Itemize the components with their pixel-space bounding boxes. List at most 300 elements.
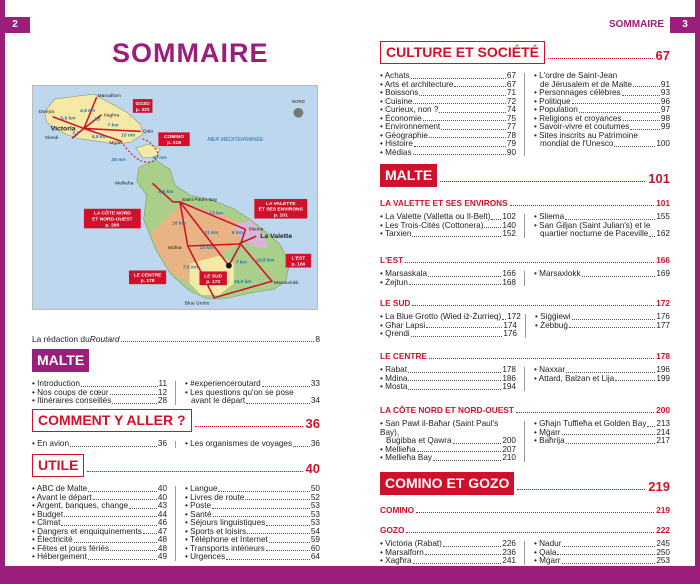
dot-leader bbox=[405, 262, 654, 263]
entry-label: • Naxxar bbox=[534, 365, 566, 374]
dot-leader bbox=[419, 95, 506, 96]
entry-page: 213 bbox=[656, 419, 670, 428]
dot-leader bbox=[247, 533, 310, 534]
dot-leader bbox=[408, 389, 501, 390]
entry-row bbox=[185, 397, 320, 406]
entry-page: 186 bbox=[502, 373, 516, 383]
dot-leader bbox=[439, 112, 505, 113]
toc-entry[interactable] bbox=[185, 440, 320, 449]
entry-columns bbox=[380, 270, 670, 287]
distance-label: 7,5 km bbox=[182, 265, 199, 271]
left-page-edge bbox=[0, 0, 5, 584]
toc-entry[interactable] bbox=[380, 420, 516, 446]
entry-label: • Hébergement bbox=[32, 552, 87, 561]
entry-label: • Transports intérieurs bbox=[184, 543, 265, 553]
entry-label: • Tarxien bbox=[380, 229, 412, 238]
entry-column-right bbox=[185, 440, 320, 449]
entry-label: • Dangers et enquiquinements bbox=[32, 526, 142, 536]
entry-column-left bbox=[380, 540, 516, 566]
dot-leader bbox=[64, 516, 157, 517]
entry-row bbox=[534, 557, 670, 566]
entry-label: • Marsaxlokk bbox=[534, 269, 581, 278]
entry-label: • Mellieħa Bay bbox=[380, 453, 433, 462]
dot-leader bbox=[87, 471, 302, 472]
dot-leader bbox=[425, 554, 502, 555]
subsection-page: 101 bbox=[656, 198, 670, 208]
subsection-header[interactable] bbox=[380, 198, 670, 208]
dot-leader bbox=[566, 443, 656, 444]
distance-label: 4,5 km bbox=[80, 108, 96, 114]
section-header[interactable] bbox=[32, 349, 320, 372]
dot-leader bbox=[74, 542, 157, 543]
entry-label: • Budget bbox=[32, 509, 64, 519]
entry-label: • Baħrija bbox=[534, 436, 565, 445]
entry-page: 162 bbox=[656, 229, 670, 238]
entry-page: 72 bbox=[506, 96, 516, 106]
entry-page: 44 bbox=[157, 509, 167, 519]
section-header[interactable] bbox=[380, 164, 670, 187]
distance-label: 7 km bbox=[235, 260, 247, 266]
entry-page: 46 bbox=[157, 518, 167, 527]
distance-label: 16 km bbox=[172, 221, 186, 227]
entry-label: • Urgences bbox=[184, 552, 226, 561]
entry-page: 49 bbox=[157, 552, 167, 561]
entry-label: • Żebbuġ bbox=[534, 320, 568, 330]
dot-leader bbox=[649, 236, 655, 237]
town-label: Mġarr bbox=[109, 141, 123, 147]
town-label: Mdina bbox=[168, 245, 182, 251]
subsection-header[interactable] bbox=[380, 405, 670, 415]
region-page: p. 172 bbox=[206, 280, 221, 286]
dot-leader bbox=[226, 559, 310, 560]
entry-label: • Mellieħa bbox=[380, 444, 416, 454]
distance-label: 2,5 bbox=[93, 117, 101, 123]
entry-page: 93 bbox=[660, 88, 670, 97]
entry-row bbox=[380, 557, 516, 566]
intro-entry[interactable] bbox=[32, 334, 320, 344]
dot-leader bbox=[245, 499, 310, 500]
dot-leader bbox=[88, 491, 157, 492]
subsection-header[interactable] bbox=[380, 351, 670, 361]
toc-entry[interactable] bbox=[32, 440, 167, 449]
entry-label: • Les organismes de voyages bbox=[184, 439, 293, 448]
column-divider bbox=[524, 271, 525, 286]
entry-label: quartier nocturne de Paceville bbox=[540, 229, 649, 238]
entry-page: 36 bbox=[157, 439, 167, 448]
entry-column-right bbox=[534, 270, 670, 287]
dot-leader bbox=[412, 305, 654, 306]
entry-page: 43 bbox=[157, 501, 167, 510]
entry-row bbox=[185, 440, 320, 449]
entry-page: 53 bbox=[310, 501, 320, 510]
intro-page: 8 bbox=[315, 334, 320, 344]
dot-leader bbox=[423, 120, 506, 121]
dot-leader bbox=[143, 533, 157, 534]
entry-page: 78 bbox=[506, 130, 516, 140]
entry-page: 169 bbox=[656, 269, 670, 278]
dot-leader bbox=[562, 563, 656, 564]
town-label: Sliema bbox=[248, 227, 264, 233]
toc-entry[interactable] bbox=[185, 389, 320, 406]
section-page: 67 bbox=[655, 48, 670, 63]
toc-entry[interactable] bbox=[380, 230, 516, 239]
entry-page: 155 bbox=[656, 212, 670, 221]
distance-label: 21 km bbox=[204, 231, 219, 237]
section-title: MALTE bbox=[32, 349, 89, 372]
region-page: p. 101 bbox=[273, 213, 288, 219]
toc-section bbox=[380, 505, 670, 515]
entry-page: 11 bbox=[158, 379, 167, 388]
entry-label: • Xagħra bbox=[380, 556, 412, 565]
entry-label: • Médias bbox=[380, 147, 412, 157]
section-page: 219 bbox=[648, 479, 670, 494]
dot-leader bbox=[557, 554, 655, 555]
north-label: NORD bbox=[291, 98, 305, 104]
distance-label: 10,5 km bbox=[256, 258, 275, 264]
dot-leader bbox=[433, 460, 501, 461]
entry-page: 176 bbox=[656, 312, 670, 321]
running-title: SOMMAIRE bbox=[609, 19, 664, 30]
entry-label: • Nadur bbox=[534, 539, 562, 548]
entry-label: • Għar Lapsi bbox=[380, 320, 426, 330]
entry-row bbox=[535, 322, 670, 331]
toc-entry[interactable] bbox=[534, 222, 670, 239]
toc-entry[interactable] bbox=[534, 437, 670, 446]
subsection-page: 166 bbox=[656, 255, 670, 265]
entry-page: 74 bbox=[506, 105, 516, 114]
region-page: p. 166 bbox=[291, 262, 306, 268]
entry-page: 214 bbox=[656, 427, 670, 437]
entry-page: 64 bbox=[310, 552, 320, 561]
subsection-header[interactable] bbox=[380, 255, 670, 265]
toc-section bbox=[32, 409, 320, 449]
distance-label: 5,5 km bbox=[91, 135, 107, 141]
region-name: LE CENTRE bbox=[133, 273, 162, 279]
section-title: MALTE bbox=[380, 164, 437, 187]
entry-column-left bbox=[380, 420, 516, 463]
town-label: La Valette bbox=[260, 233, 293, 241]
entry-page: 97 bbox=[660, 105, 670, 114]
subsection-header[interactable] bbox=[380, 525, 670, 535]
toc-entry[interactable] bbox=[534, 270, 670, 279]
toc-section bbox=[380, 298, 670, 339]
entry-row bbox=[534, 437, 670, 446]
entry-label: • Għajn Tuffieħa et Golden Bay bbox=[534, 419, 647, 428]
subsection-page: 222 bbox=[656, 525, 670, 535]
dot-leader bbox=[443, 546, 501, 547]
entry-page: 226 bbox=[502, 539, 516, 548]
entry-columns bbox=[380, 72, 670, 157]
region-name: ET SES ENVIRONS bbox=[258, 207, 303, 213]
dot-leader bbox=[262, 386, 310, 387]
entry-page: 40 bbox=[157, 484, 167, 493]
column-divider bbox=[524, 73, 525, 156]
dot-leader bbox=[213, 516, 310, 517]
entry-label: mondial de l'Unesco bbox=[540, 139, 614, 148]
entry-column-left bbox=[380, 366, 516, 392]
entry-label: • Livres de route bbox=[184, 492, 245, 502]
dot-leader bbox=[440, 181, 645, 182]
entry-page: 236 bbox=[502, 547, 516, 557]
toc-entry[interactable] bbox=[534, 557, 670, 566]
entry-label: • Climat bbox=[32, 518, 61, 527]
airport-icon bbox=[226, 263, 232, 269]
entry-label: • Géographie bbox=[380, 130, 428, 140]
entry-columns bbox=[380, 420, 670, 463]
entry-label: • Mġarr bbox=[534, 556, 561, 565]
intro-text: La rédaction du bbox=[32, 334, 90, 344]
dot-leader bbox=[428, 276, 501, 277]
entry-page: 50 bbox=[310, 484, 320, 493]
toc-entry[interactable] bbox=[535, 322, 670, 331]
distance-label: 7 km bbox=[107, 123, 119, 129]
entry-page: 52 bbox=[310, 492, 320, 502]
section-page: 36 bbox=[305, 416, 320, 431]
entry-label: • Téléphone et Internet bbox=[184, 535, 268, 544]
toc-entry[interactable] bbox=[380, 383, 516, 392]
entry-columns bbox=[32, 485, 320, 562]
subsection-header[interactable] bbox=[380, 298, 670, 308]
entry-page: 71 bbox=[506, 88, 516, 97]
entry-page: 176 bbox=[503, 329, 517, 338]
distance-label: 15 mn bbox=[121, 133, 136, 139]
entry-label-line1: • Sites inscrits au Patrimoine bbox=[534, 130, 638, 140]
dot-leader bbox=[413, 563, 502, 564]
dot-leader bbox=[562, 434, 656, 435]
subsection-page: 172 bbox=[656, 298, 670, 308]
toc-section bbox=[380, 198, 670, 239]
section-header[interactable] bbox=[32, 409, 320, 432]
entry-page: 99 bbox=[660, 122, 670, 131]
distance-label: 30 mn bbox=[152, 155, 167, 161]
entry-page: 34 bbox=[310, 396, 320, 405]
toc-entry[interactable] bbox=[380, 557, 516, 566]
dot-leader bbox=[417, 451, 502, 452]
entry-page: 100 bbox=[656, 139, 670, 148]
entry-label: • Histoire bbox=[380, 139, 413, 148]
region-name: LA VALETTE bbox=[265, 201, 296, 207]
entry-row bbox=[534, 230, 670, 239]
toc-entry[interactable] bbox=[380, 149, 516, 158]
entry-label: • La Valette (Valletta ou Il-Belt) bbox=[380, 212, 491, 221]
subsection-title: LE CENTRE bbox=[380, 351, 428, 361]
entry-column-left bbox=[380, 72, 516, 157]
entry-label: • Poste bbox=[184, 501, 212, 510]
entry-column-left bbox=[32, 380, 167, 406]
subsection-title: LE SUD bbox=[380, 298, 411, 308]
dot-leader bbox=[81, 386, 158, 387]
toc-entry[interactable] bbox=[32, 553, 167, 562]
entry-label: • Boissons bbox=[380, 88, 419, 97]
region-name: COMINO bbox=[163, 135, 185, 141]
entry-label: • Rabat bbox=[380, 365, 407, 374]
section-header[interactable] bbox=[32, 454, 320, 477]
entry-page: 178 bbox=[502, 365, 516, 374]
entry-page: 174 bbox=[503, 320, 517, 330]
section-title: CULTURE ET SOCIÉTÉ bbox=[380, 41, 545, 64]
entry-page: 75 bbox=[506, 113, 516, 123]
dot-leader bbox=[614, 146, 655, 147]
subsection-page: 178 bbox=[656, 351, 670, 361]
section-header[interactable] bbox=[380, 41, 670, 64]
dot-leader bbox=[572, 103, 660, 104]
entry-label: • Nos coups de cœur bbox=[32, 387, 109, 397]
dot-leader bbox=[548, 58, 653, 59]
dot-leader bbox=[615, 380, 655, 381]
town-label: Saint Paul's Bay bbox=[181, 197, 218, 203]
column-divider bbox=[524, 541, 525, 565]
entry-label: • Savoir-vivre et coutumes bbox=[534, 122, 630, 131]
subsection-title: L'EST bbox=[380, 255, 404, 265]
toc-entry[interactable] bbox=[32, 397, 167, 406]
subsection-title: LA VALETTE ET SES ENVIRONS bbox=[380, 198, 508, 208]
entry-label-line1: • San Pawl il-Baħar (Saint Paul's Bay), bbox=[380, 419, 499, 437]
entry-column-right bbox=[534, 213, 670, 239]
town-label: Marsalforn bbox=[97, 94, 121, 100]
toc-entry[interactable] bbox=[185, 553, 320, 562]
toc-entry[interactable] bbox=[380, 330, 517, 339]
entry-row bbox=[32, 397, 167, 406]
entry-page: 28 bbox=[157, 396, 167, 405]
dot-leader bbox=[121, 341, 315, 342]
entry-page: 210 bbox=[502, 453, 516, 462]
dot-leader bbox=[266, 550, 310, 551]
dot-leader bbox=[565, 219, 655, 220]
entry-label: • Politique bbox=[534, 96, 571, 106]
distance-label: 15,5 km bbox=[233, 280, 252, 286]
entry-page: 177 bbox=[656, 320, 670, 330]
distance-label: 5 km bbox=[231, 231, 243, 237]
entry-columns bbox=[380, 366, 670, 392]
entry-page: 253 bbox=[656, 556, 670, 565]
entry-column-right bbox=[185, 380, 320, 406]
left-page-number: 2 bbox=[0, 17, 30, 33]
entry-row bbox=[534, 375, 670, 384]
toc-entry[interactable] bbox=[534, 132, 670, 149]
dot-leader bbox=[269, 542, 310, 543]
entry-columns bbox=[32, 440, 320, 449]
entry-page: 241 bbox=[502, 556, 516, 565]
entry-page: 77 bbox=[506, 122, 516, 131]
entry-label: • Qrendi bbox=[380, 329, 410, 338]
entry-page: 48 bbox=[157, 535, 167, 544]
toc-section bbox=[380, 255, 670, 287]
subsection-header[interactable] bbox=[380, 505, 670, 515]
entry-page: 140 bbox=[502, 220, 516, 230]
subsection-page: 200 bbox=[656, 405, 670, 415]
subsection-title: GOZO bbox=[380, 525, 405, 535]
toc-section bbox=[32, 454, 320, 562]
toc-entry[interactable] bbox=[534, 375, 670, 384]
section-header[interactable] bbox=[380, 472, 670, 495]
column-divider bbox=[524, 214, 525, 238]
subsection-title: COMINO bbox=[380, 505, 415, 515]
entry-column-left bbox=[380, 270, 516, 287]
dot-leader bbox=[70, 446, 157, 447]
entry-label: • Personnages célèbres bbox=[534, 88, 621, 97]
dot-leader bbox=[416, 512, 654, 513]
sea-label: MER MÉDITERRANÉE bbox=[207, 137, 264, 144]
dot-leader bbox=[502, 319, 506, 320]
dot-leader bbox=[566, 372, 655, 373]
dot-leader bbox=[112, 403, 157, 404]
entry-page: 53 bbox=[310, 518, 320, 527]
column-divider bbox=[524, 367, 525, 391]
toc-entry[interactable] bbox=[534, 72, 670, 89]
entry-page: 200 bbox=[502, 436, 516, 445]
toc-section bbox=[380, 472, 670, 495]
dot-leader bbox=[622, 95, 660, 96]
bottom-band bbox=[0, 566, 700, 584]
entry-label: • Itinéraires conseillés bbox=[32, 396, 112, 405]
entry-label: • Żejtun bbox=[380, 277, 408, 287]
dot-leader bbox=[413, 154, 506, 155]
entry-label: • Cuisine bbox=[380, 96, 413, 106]
entry-label: • En avion bbox=[32, 439, 70, 448]
column-divider bbox=[525, 314, 526, 338]
entry-page: 217 bbox=[656, 436, 670, 445]
entry-columns bbox=[380, 213, 670, 239]
entry-label: • Sliema bbox=[534, 212, 565, 221]
toc-entry[interactable] bbox=[380, 454, 516, 463]
region-page: p. 222 bbox=[135, 107, 150, 113]
entry-label: • Attard, Balzan et Lija bbox=[534, 373, 615, 383]
entry-label: • Environnement bbox=[380, 122, 441, 131]
dot-leader bbox=[129, 508, 157, 509]
entry-label: • Religions et croyances bbox=[534, 113, 622, 123]
entry-columns bbox=[380, 540, 670, 566]
entry-label: • Économie bbox=[380, 113, 422, 123]
toc-entry[interactable] bbox=[380, 279, 516, 288]
entry-page: 47 bbox=[157, 526, 167, 536]
town-label: Marsaxlokk bbox=[273, 281, 299, 287]
entry-label: • Marsaskala bbox=[380, 269, 428, 278]
entry-page: 36 bbox=[310, 439, 320, 448]
entry-row bbox=[32, 553, 167, 562]
entry-page: 196 bbox=[656, 365, 670, 374]
toc-section bbox=[380, 525, 670, 566]
dot-leader bbox=[110, 394, 157, 395]
entry-page: 152 bbox=[502, 229, 516, 238]
dot-leader bbox=[413, 103, 505, 104]
entry-column-right bbox=[534, 420, 670, 463]
section-title: UTILE bbox=[32, 454, 84, 477]
entry-column-left bbox=[380, 213, 516, 239]
dot-leader bbox=[647, 426, 655, 427]
entry-label: • Mosta bbox=[380, 382, 408, 391]
dot-leader bbox=[408, 372, 501, 373]
dot-leader bbox=[61, 525, 157, 526]
town-label: Xaghra bbox=[103, 113, 120, 119]
entry-label: avant le départ bbox=[190, 396, 246, 405]
region-name: ET NORD-OUEST bbox=[92, 217, 133, 223]
entry-label: • Mdina bbox=[380, 373, 408, 383]
dot-leader bbox=[110, 550, 157, 551]
toc-section bbox=[380, 351, 670, 392]
entry-page: 54 bbox=[310, 526, 320, 536]
dot-leader bbox=[623, 120, 660, 121]
toc-section bbox=[32, 349, 320, 406]
entry-page: 172 bbox=[507, 312, 521, 321]
entry-label: • Siġġiewi bbox=[534, 312, 571, 321]
entry-label-line1: • L'ordre de Saint-Jean bbox=[534, 71, 618, 80]
column-divider bbox=[175, 381, 176, 405]
entry-label: • ABC de Malte bbox=[32, 484, 88, 493]
subsection-title: LA CÔTE NORD ET NORD-OUEST bbox=[380, 405, 514, 415]
entry-page: 40 bbox=[157, 492, 167, 502]
town-label: Qala bbox=[142, 129, 153, 135]
dot-leader bbox=[411, 336, 503, 337]
